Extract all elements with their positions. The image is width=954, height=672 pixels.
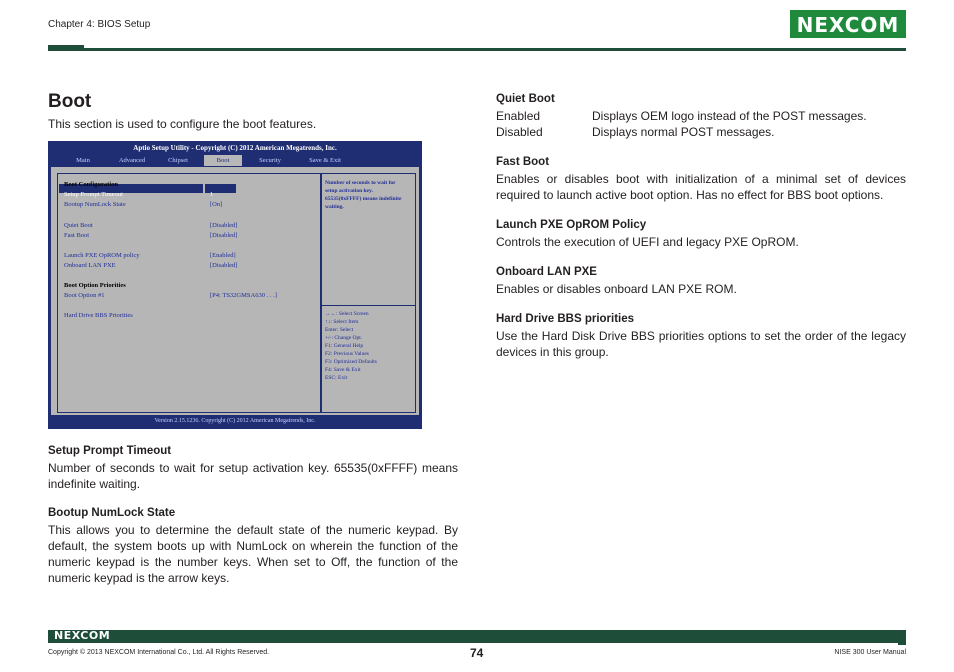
- bios-tab-save-exit[interactable]: Save & Exit: [309, 157, 341, 164]
- fast-boot-item[interactable]: Fast Boot: [64, 232, 90, 239]
- boot-option-1-value[interactable]: [P4: TS32GMSA630 . . .]: [210, 292, 277, 299]
- bios-tab-boot[interactable]: Boot: [204, 155, 242, 166]
- quiet-boot-disabled-label: Disabled: [496, 125, 543, 139]
- onboard-lan-value[interactable]: [Disabled]: [210, 262, 238, 269]
- copyright-text: Copyright © 2013 NEXCOM International Co., Ltd. All Rights Reserved.: [48, 649, 270, 656]
- bios-footer: Version 2.15.1236. Copyright (C) 2012 American Megatrends, Inc.: [154, 418, 316, 424]
- bios-tab-chipset[interactable]: Chipset: [168, 157, 188, 164]
- help-divider: [322, 305, 415, 306]
- pxe-heading: Launch PXE OpROM Policy: [496, 219, 647, 231]
- quiet-boot-heading: Quiet Boot: [496, 93, 555, 105]
- quiet-boot-item[interactable]: Quiet Boot: [64, 222, 93, 229]
- bootup-numlock-item[interactable]: Bootup NumLock State: [64, 201, 126, 208]
- onboard-lan-item[interactable]: Onboard LAN PXE: [64, 262, 116, 269]
- hdd-heading: Hard Drive BBS priorities: [496, 313, 635, 325]
- fast-boot-value[interactable]: [Disabled]: [210, 232, 238, 239]
- quiet-boot-enabled-text: Displays OEM logo instead of the POST messages.: [592, 109, 867, 123]
- manual-name: NISE 300 User Manual: [834, 649, 906, 656]
- page-title: Boot: [48, 91, 92, 112]
- bios-tab-main[interactable]: Main: [76, 157, 90, 164]
- pxe-text: Controls the execution of UEFI and legacy PXE OpROM.: [496, 235, 799, 249]
- key-line: +/-: Change Opt.: [325, 335, 363, 341]
- boot-configuration-label: Boot Configuration: [64, 181, 118, 188]
- bios-tab-advanced[interactable]: Advanced: [118, 157, 146, 164]
- setup-prompt-timeout-item[interactable]: Setup Prompt Timeout: [64, 191, 123, 198]
- bios-settings-panel: [57, 173, 321, 413]
- bios-screen: [48, 141, 422, 429]
- key-line: ESC: Exit: [325, 375, 348, 381]
- quiet-boot-value[interactable]: [Disabled]: [210, 222, 238, 229]
- launch-pxe-value[interactable]: [Enabled]: [210, 252, 236, 259]
- boot-option-priorities-label: Boot Option Priorities: [64, 282, 126, 289]
- setup-prompt-heading: Setup Prompt Timeout: [48, 445, 172, 457]
- nexcom-logo: [790, 10, 906, 38]
- page-number: 74: [470, 646, 484, 660]
- bios-tabs: [48, 155, 422, 166]
- footer-bar: [48, 630, 906, 643]
- header-rule: [48, 48, 906, 51]
- key-line: F2: Previous Values: [325, 351, 369, 357]
- footer-logo: NEXCOM: [54, 629, 111, 642]
- bios-main-panel: [51, 167, 419, 415]
- key-line: →←: Select Screen: [325, 311, 369, 317]
- fast-boot-text: Enables or disables boot with initialization of a minimal set of devices required to launch active boot option. Has no effect for BBS boot options.: [496, 172, 906, 202]
- key-line: F3: Optimized Defaults: [325, 359, 377, 365]
- key-line: F4: Save & Exit: [325, 367, 361, 373]
- numlock-text: This allows you to determine the default state of the numeric keypad. By default, the system boots up with NumLock on wherein the function of the numeric keypad is the number keys. When set to Off, the function of the numeric keypad is the arrow keys.: [48, 523, 458, 585]
- bootup-numlock-value[interactable]: [On]: [210, 201, 223, 208]
- key-line: F1: General Help: [325, 343, 364, 349]
- bios-title: Aptio Setup Utility - Copyright (C) 2012 American Megatrends, Inc.: [133, 144, 337, 152]
- footer-square: [889, 630, 897, 638]
- help-line: waiting.: [325, 204, 344, 210]
- setup-prompt-text: Number of seconds to wait for setup activation key. 65535(0xFFFF) means indefinite waiting.: [48, 461, 458, 491]
- fast-boot-heading: Fast Boot: [496, 156, 550, 168]
- chapter-label: Chapter 4: BIOS Setup: [48, 19, 151, 30]
- lan-text: Enables or disables onboard LAN PXE ROM.: [496, 282, 737, 296]
- lan-heading: Onboard LAN PXE: [496, 266, 597, 278]
- hdd-text: Use the Hard Disk Drive BBS priorities options to set the order of the legacy devices in this group.: [496, 329, 906, 359]
- hdd-bbs-item[interactable]: Hard Drive BBS Priorities: [64, 312, 133, 319]
- boot-option-1-item[interactable]: Boot Option #1: [64, 292, 105, 299]
- intro-text: This section is used to configure the boot features.: [48, 117, 317, 131]
- help-line: 65535(0xFFFF) means indefinite: [325, 196, 402, 202]
- setup-prompt-timeout-value[interactable]: 1: [210, 191, 214, 198]
- key-line: Enter: Select: [325, 327, 354, 333]
- bios-help-panel: [321, 173, 416, 413]
- launch-pxe-item[interactable]: Launch PXE OpROM policy: [64, 252, 140, 259]
- key-line: ↑↓: Select Item: [325, 319, 359, 325]
- help-line: setup activation key.: [325, 188, 373, 194]
- footer-square: [898, 637, 906, 645]
- logo-text: NEXCOM: [796, 13, 900, 37]
- quiet-boot-disabled-text: Displays normal POST messages.: [592, 125, 775, 139]
- numlock-heading: Bootup NumLock State: [48, 507, 176, 519]
- help-line: Number of seconds to wait for: [325, 180, 396, 186]
- bios-tab-security[interactable]: Security: [259, 157, 281, 164]
- quiet-boot-enabled-label: Enabled: [496, 109, 541, 123]
